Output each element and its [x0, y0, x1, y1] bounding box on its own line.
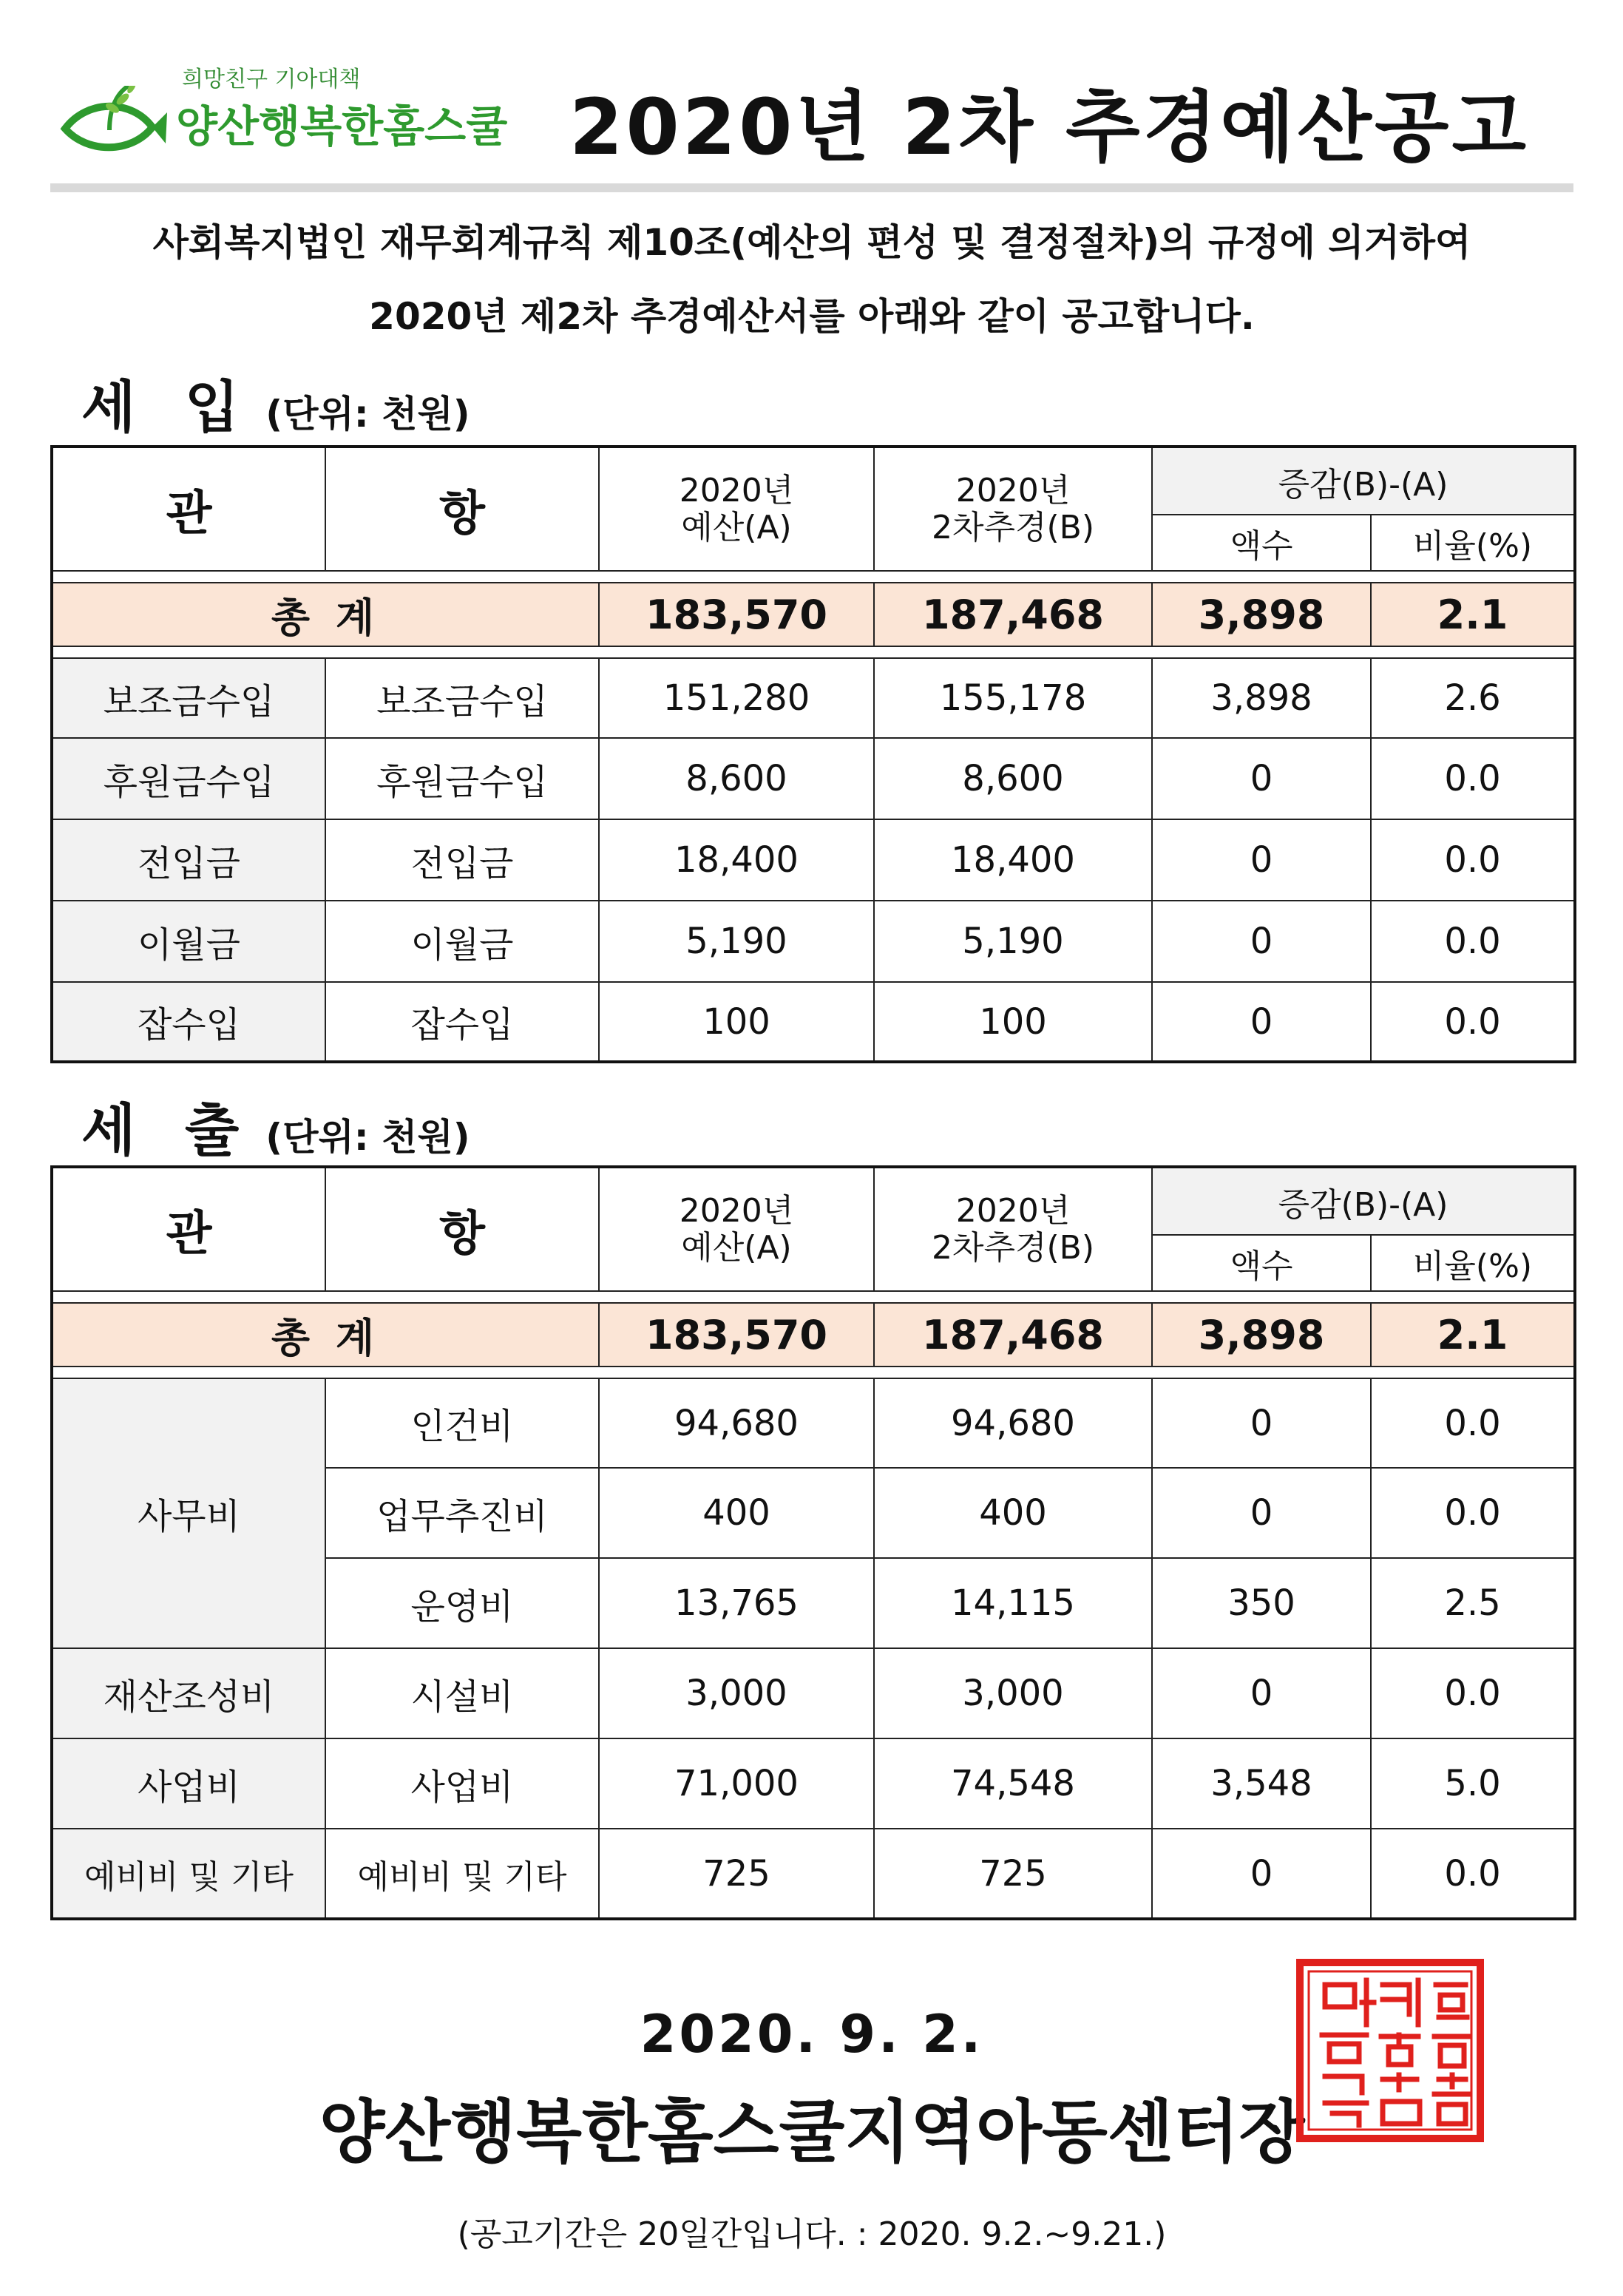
total-diff-ratio: 2.1 — [1371, 1303, 1575, 1367]
header-gwan: 관 — [52, 1167, 325, 1291]
row-budget-b: 100 — [874, 982, 1152, 1062]
title-divider — [50, 183, 1573, 192]
row-budget-a: 3,000 — [599, 1648, 874, 1738]
expense-total-row — [52, 1303, 1575, 1367]
row-gwan: 재산조성비 — [52, 1648, 325, 1738]
total-label: 총 계 — [52, 583, 599, 646]
row-diff-ratio: 0.0 — [1371, 819, 1575, 901]
expense-section-heading — [81, 1086, 470, 1166]
row-gwan: 잡수입 — [52, 982, 325, 1062]
row-budget-a: 400 — [599, 1468, 874, 1558]
row-budget-a: 725 — [599, 1829, 874, 1919]
row-diff-amount: 350 — [1152, 1558, 1371, 1648]
row-budget-a: 94,680 — [599, 1378, 874, 1468]
row-budget-b: 400 — [874, 1468, 1152, 1558]
header-ratio: 비율(%) — [1371, 1235, 1575, 1291]
header-amount: 액수 — [1152, 515, 1371, 571]
header-budget-a: 2020년 예산(A) — [599, 447, 874, 571]
header-amount: 액수 — [1152, 1235, 1371, 1291]
row-hang: 이월금 — [325, 901, 599, 982]
expense-section-title: 세 출 — [81, 1097, 254, 1163]
total-budget-b: 187,468 — [874, 1303, 1152, 1367]
logo-tagline: 희망친구 기아대책 — [182, 67, 361, 92]
row-diff-amount: 0 — [1152, 982, 1371, 1062]
row-hang: 시설비 — [325, 1648, 599, 1738]
total-budget-b: 187,468 — [874, 583, 1152, 646]
intro-line-2: 2020년 제2차 추경예산서를 아래와 같이 공고합니다. — [369, 295, 1255, 338]
table-row — [52, 1738, 1575, 1829]
row-diff-amount: 3,898 — [1152, 658, 1371, 738]
row-hang: 업무추진비 — [325, 1468, 599, 1558]
row-gwan: 전입금 — [52, 819, 325, 901]
official-seal-stamp — [1295, 1958, 1485, 2143]
director-signature-line: 양산행복한홈스쿨지역아동센터장 — [319, 2093, 1305, 2172]
row-diff-ratio: 0.0 — [1371, 1468, 1575, 1558]
row-diff-amount: 0 — [1152, 1378, 1371, 1468]
row-diff-amount: 0 — [1152, 1829, 1371, 1919]
table-row — [52, 819, 1575, 901]
row-diff-amount: 0 — [1152, 1648, 1371, 1738]
announcement-date: 2020. 9. 2. — [640, 2004, 984, 2065]
header-budget-b: 2020년 2차추경(B) — [874, 447, 1152, 571]
row-budget-b: 5,190 — [874, 901, 1152, 982]
row-hang: 후원금수입 — [325, 738, 599, 819]
row-budget-a: 13,765 — [599, 1558, 874, 1648]
row-diff-amount: 0 — [1152, 738, 1371, 819]
row-budget-b: 8,600 — [874, 738, 1152, 819]
total-budget-a: 183,570 — [599, 1303, 874, 1367]
header-budget-a: 2020년 예산(A) — [599, 1167, 874, 1291]
income-section-title: 세 입 — [81, 374, 254, 440]
row-gwan: 사업비 — [52, 1738, 325, 1829]
expense-table — [50, 1165, 1576, 1920]
row-hang: 예비비 및 기타 — [325, 1829, 599, 1919]
row-budget-b: 74,548 — [874, 1738, 1152, 1829]
header-budget-b: 2020년 2차추경(B) — [874, 1167, 1152, 1291]
row-diff-ratio: 0.0 — [1371, 901, 1575, 982]
row-budget-a: 71,000 — [599, 1738, 874, 1829]
row-hang: 잡수입 — [325, 982, 599, 1062]
income-section-heading — [81, 362, 470, 443]
row-budget-b: 3,000 — [874, 1648, 1152, 1738]
row-budget-b: 94,680 — [874, 1378, 1152, 1468]
row-budget-b: 14,115 — [874, 1558, 1152, 1648]
intro-line-1: 사회복지법인 재무회계규칙 제10조(예산의 편성 및 결정절차)의 규정에 의거하여 — [152, 221, 1471, 264]
row-diff-ratio: 2.5 — [1371, 1558, 1575, 1648]
row-diff-ratio: 0.0 — [1371, 1829, 1575, 1919]
row-diff-ratio: 0.0 — [1371, 982, 1575, 1062]
row-budget-b: 155,178 — [874, 658, 1152, 738]
header-diff: 증감(B)-(A) — [1152, 1167, 1575, 1235]
income-total-row — [52, 583, 1575, 646]
row-diff-ratio: 0.0 — [1371, 738, 1575, 819]
row-budget-a: 8,600 — [599, 738, 874, 819]
row-gwan: 이월금 — [52, 901, 325, 982]
row-diff-amount: 3,548 — [1152, 1738, 1371, 1829]
header-hang: 항 — [325, 447, 599, 571]
row-diff-ratio: 0.0 — [1371, 1648, 1575, 1738]
row-diff-amount: 0 — [1152, 1468, 1371, 1558]
total-diff-ratio: 2.1 — [1371, 583, 1575, 646]
table-row — [52, 982, 1575, 1062]
table-row — [52, 901, 1575, 982]
expense-unit-label: (단위: 천원) — [265, 1116, 470, 1159]
row-hang: 인건비 — [325, 1378, 599, 1468]
table-row — [52, 1378, 1575, 1468]
row-budget-a: 151,280 — [599, 658, 874, 738]
row-budget-a: 100 — [599, 982, 874, 1062]
logo-name: 양산행복한홈스쿨 — [176, 101, 508, 152]
row-diff-ratio: 5.0 — [1371, 1738, 1575, 1829]
total-diff-amount: 3,898 — [1152, 1303, 1371, 1367]
row-hang: 운영비 — [325, 1558, 599, 1648]
row-hang: 전입금 — [325, 819, 599, 901]
income-table — [50, 445, 1576, 1063]
header-ratio: 비율(%) — [1371, 515, 1575, 571]
fish-leaf-logo-icon — [58, 86, 169, 160]
page-title: 2020년 2차 추경예산공고 — [569, 82, 1529, 172]
total-label: 총 계 — [52, 1303, 599, 1367]
total-diff-amount: 3,898 — [1152, 583, 1371, 646]
row-budget-a: 18,400 — [599, 819, 874, 901]
row-gwan: 후원금수입 — [52, 738, 325, 819]
row-hang: 사업비 — [325, 1738, 599, 1829]
header-hang: 항 — [325, 1167, 599, 1291]
table-row — [52, 1648, 1575, 1738]
row-gwan: 예비비 및 기타 — [52, 1829, 325, 1919]
row-diff-amount: 0 — [1152, 901, 1371, 982]
row-gwan-office: 사무비 — [52, 1378, 325, 1648]
row-hang: 보조금수입 — [325, 658, 599, 738]
row-budget-b: 725 — [874, 1829, 1152, 1919]
row-diff-ratio: 0.0 — [1371, 1378, 1575, 1468]
row-budget-a: 5,190 — [599, 901, 874, 982]
row-diff-ratio: 2.6 — [1371, 658, 1575, 738]
row-diff-amount: 0 — [1152, 819, 1371, 901]
organization-logo — [58, 59, 531, 170]
row-gwan: 보조금수입 — [52, 658, 325, 738]
table-row — [52, 658, 1575, 738]
table-row — [52, 1829, 1575, 1919]
table-row — [52, 738, 1575, 819]
total-budget-a: 183,570 — [599, 583, 874, 646]
header-gwan: 관 — [52, 447, 325, 571]
header-diff: 증감(B)-(A) — [1152, 447, 1575, 515]
announcement-period: (공고기간은 20일간입니다. : 2020. 9.2.~9.21.) — [457, 2215, 1167, 2253]
income-unit-label: (단위: 천원) — [265, 393, 470, 436]
row-budget-b: 18,400 — [874, 819, 1152, 901]
